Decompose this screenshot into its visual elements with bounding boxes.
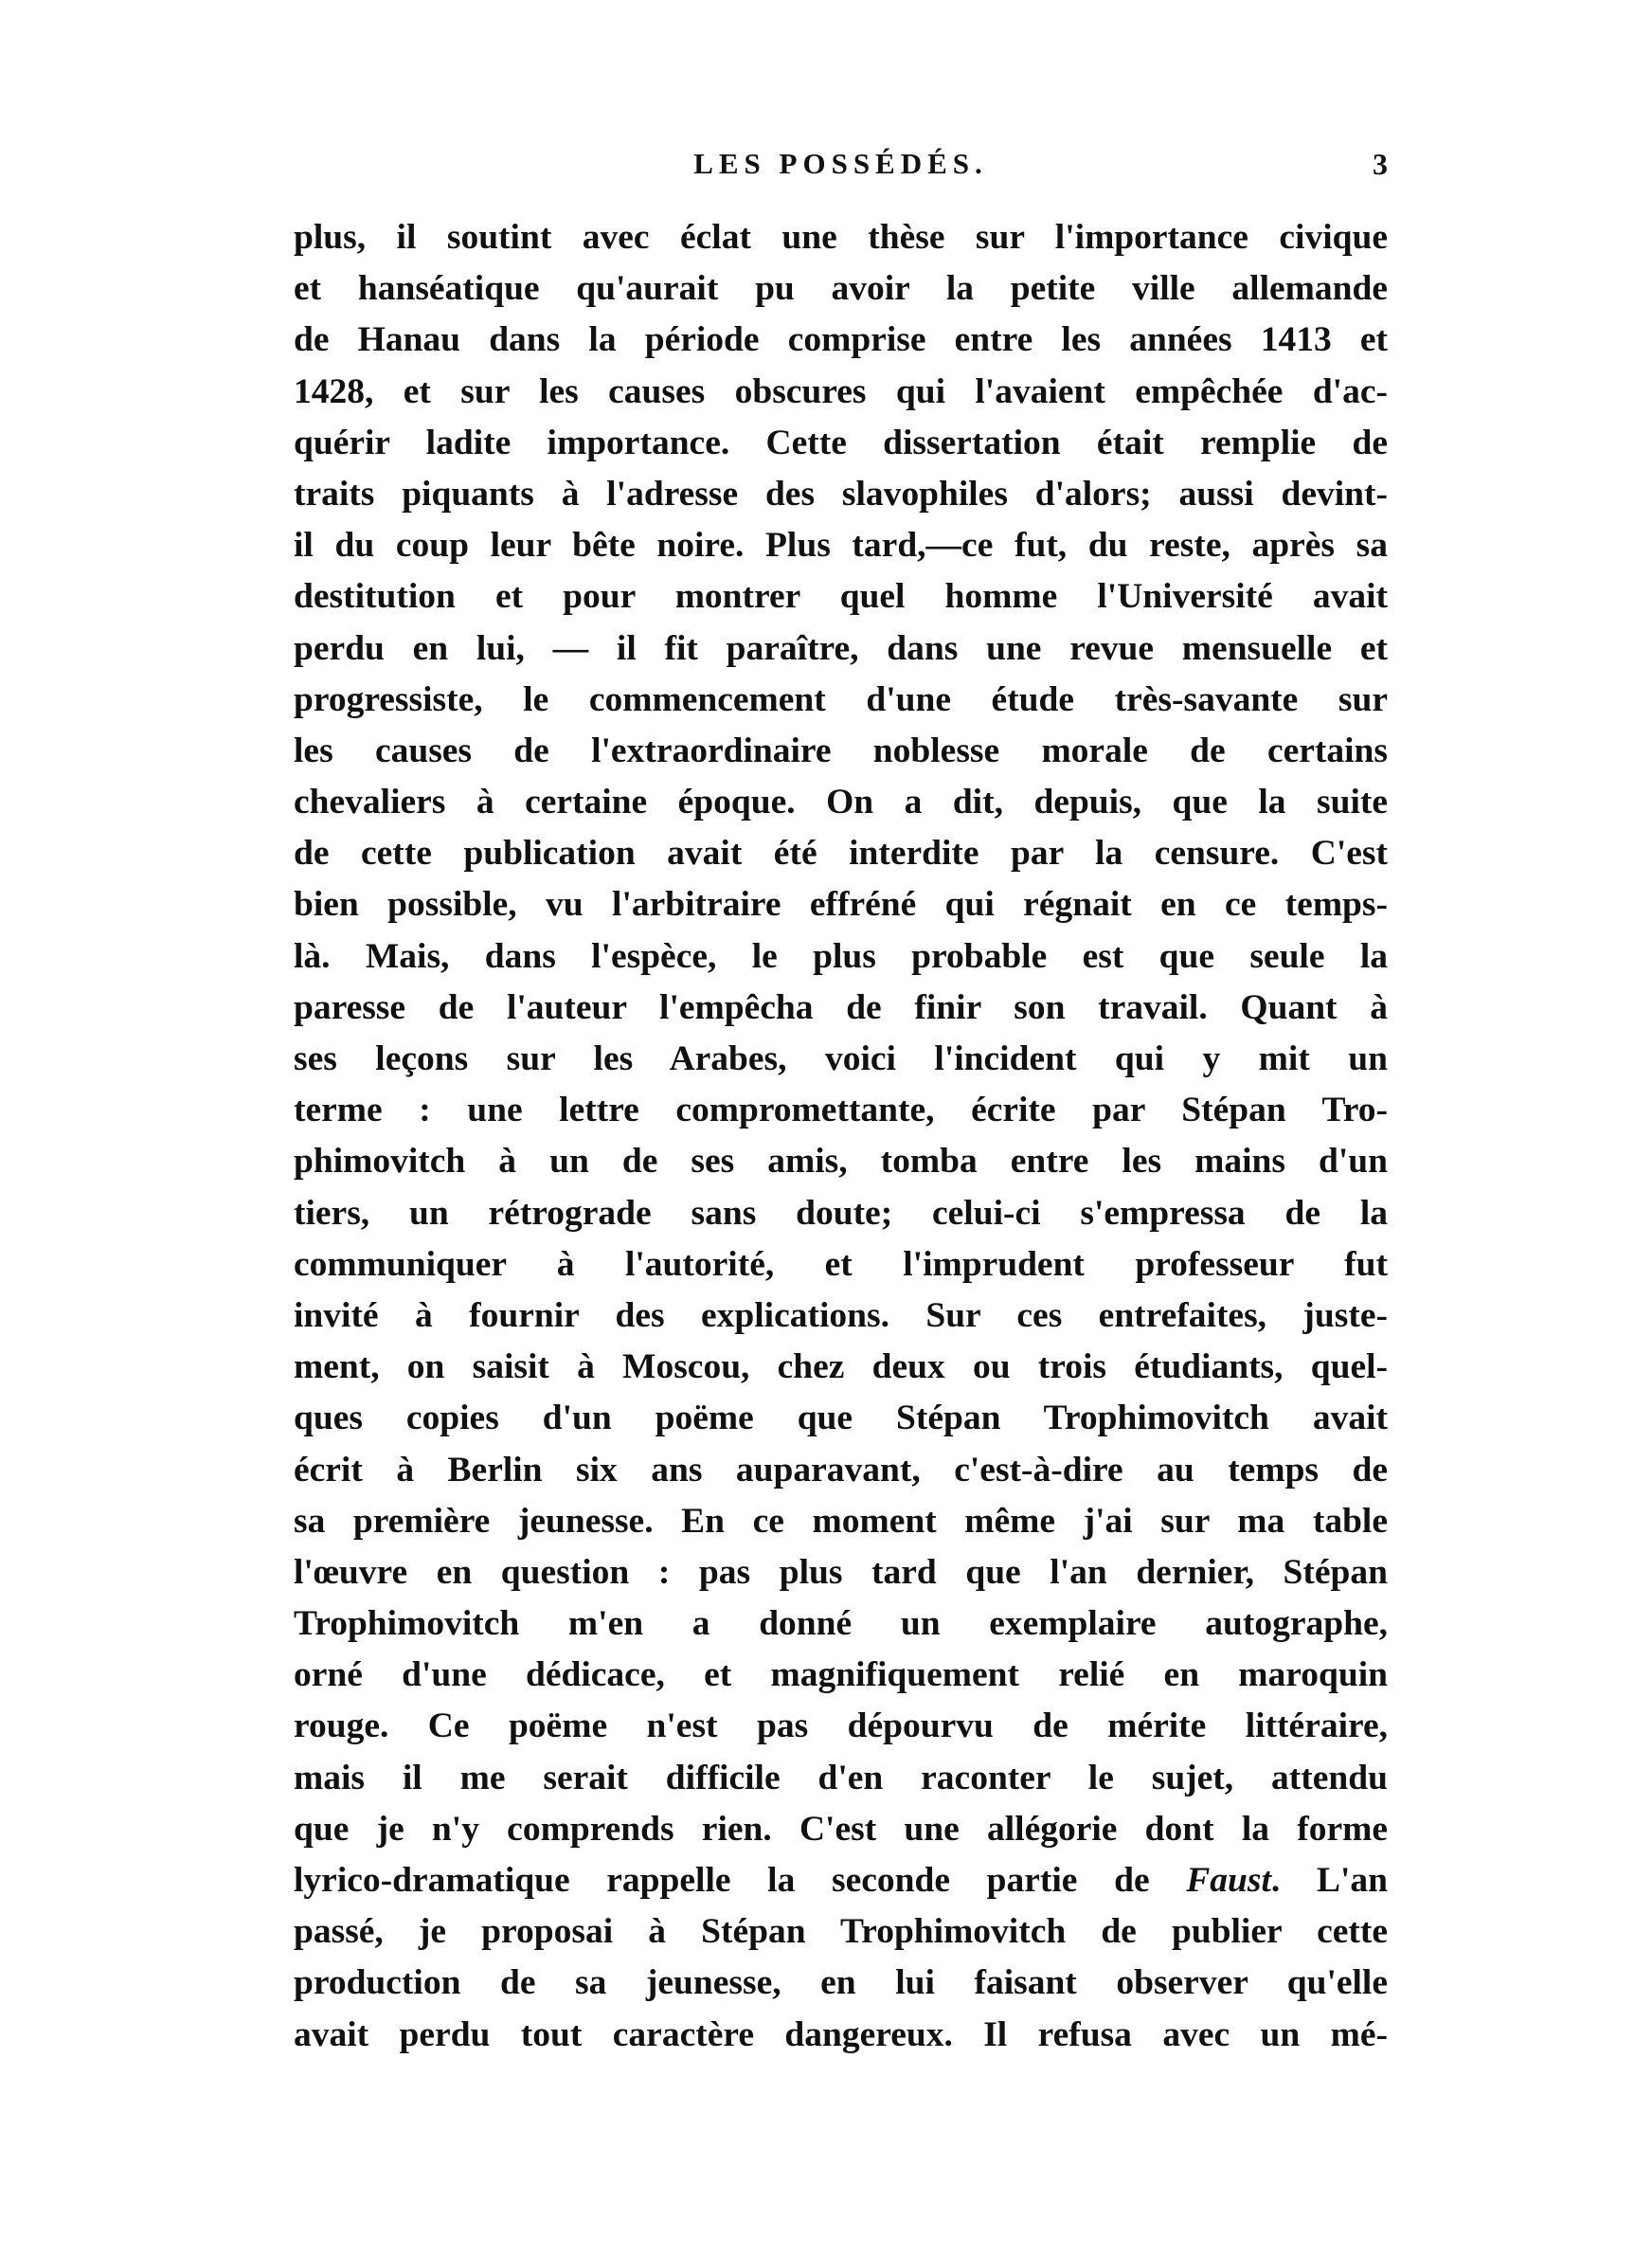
text-line: traits piquants à l'adresse des slavophiles d'alors; aussi devint-: [294, 474, 1388, 514]
text-line: bien possible, vu l'arbitraire effréné qui régnait en ce temps-: [294, 885, 1388, 925]
text-line: là. Mais, dans l'espèce, le plus probable est que seule la: [294, 936, 1388, 976]
text-line: écrit à Berlin six ans auparavant, c'est-à-dire au temps de: [294, 1450, 1388, 1490]
text-line: perdu en lui, — il fit paraître, dans une revue mensuelle et: [294, 628, 1388, 668]
text-line: quérir ladite importance. Cette dissertation était remplie de: [294, 423, 1388, 462]
text-line: communiquer à l'autorité, et l'imprudent professeur fut: [294, 1244, 1388, 1284]
text-line: invité à fournir des explications. Sur ces entrefaites, juste-: [294, 1295, 1388, 1335]
text-line: 1428, et sur les causes obscures qui l'avaient empêchée d'ac-: [294, 371, 1388, 411]
text-line: rouge. Ce poëme n'est pas dépourvu de mérite littéraire,: [294, 1706, 1388, 1746]
page-header: [294, 140, 1388, 188]
italic-title: Faust: [1186, 1861, 1271, 1900]
text-line: plus, il soutint avec éclat une thèse sur l'importance civique: [294, 218, 1388, 257]
text-line: sa première jeunesse. En ce moment même j'ai sur ma table: [294, 1501, 1388, 1541]
text-line: de Hanau dans la période comprise entre les années 1413 et: [294, 320, 1388, 360]
text-line: progressiste, le commencement d'une étude très-savante sur: [294, 679, 1388, 719]
text-line: ment, on saisit à Moscou, chez deux ou trois étudiants, quel-: [294, 1347, 1388, 1387]
text-line: phimovitch à un de ses amis, tomba entre les mains d'un: [294, 1142, 1388, 1182]
text-line: Trophimovitch m'en a donné un exemplaire autographe,: [294, 1604, 1388, 1644]
text-line: il du coup leur bête noire. Plus tard,—ce fut, du reste, après sa: [294, 526, 1388, 566]
running-title: LES POSSÉDÉS.: [693, 147, 988, 180]
text-line: orné d'une dédicace, et magnifiquement relié en maroquin: [294, 1655, 1388, 1695]
text-line: destitution et pour montrer quel homme l'Université avait: [294, 577, 1388, 617]
text-line: paresse de l'auteur l'empêcha de finir son travail. Quant à: [294, 987, 1388, 1027]
text-line: terme : une lettre compromettante, écrite par Stépan Tro-: [294, 1091, 1388, 1130]
text-line: l'œuvre en question : pas plus tard que l'an dernier, Stépan: [294, 1552, 1388, 1592]
text-line: mais il me serait difficile d'en raconter le sujet, attendu: [294, 1758, 1388, 1797]
text-line: chevaliers à certaine époque. On a dit, depuis, que la suite: [294, 783, 1388, 822]
body-text: [294, 212, 1388, 2061]
page-number: 3: [1373, 147, 1388, 181]
text-line: les causes de l'extraordinaire noblesse morale de certains: [294, 731, 1388, 770]
text-line: avait perdu tout caractère dangereux. Il refusa avec un mé-: [294, 2014, 1388, 2054]
text-line: tiers, un rétrograde sans doute; celui-ci s'empressa de la: [294, 1193, 1388, 1233]
text-line: passé, je proposai à Stépan Trophimovitch de publier cette: [294, 1912, 1388, 1952]
text-line: que je n'y comprends rien. C'est une allégorie dont la forme: [294, 1809, 1388, 1849]
text-line: production de sa jeunesse, en lui faisant observer qu'elle: [294, 1963, 1388, 2003]
text-line: ses leçons sur les Arabes, voici l'incident qui y mit un: [294, 1039, 1388, 1078]
text-line: et hanséatique qu'aurait pu avoir la petite ville allemande: [294, 269, 1388, 309]
text-line: ques copies d'un poëme que Stépan Trophimovitch avait: [294, 1399, 1388, 1438]
text-line: de cette publication avait été interdite par la censure. C'est: [294, 834, 1388, 874]
text-line: lyrico-dramatique rappelle la seconde partie de Faust. L'an: [294, 1861, 1388, 1900]
